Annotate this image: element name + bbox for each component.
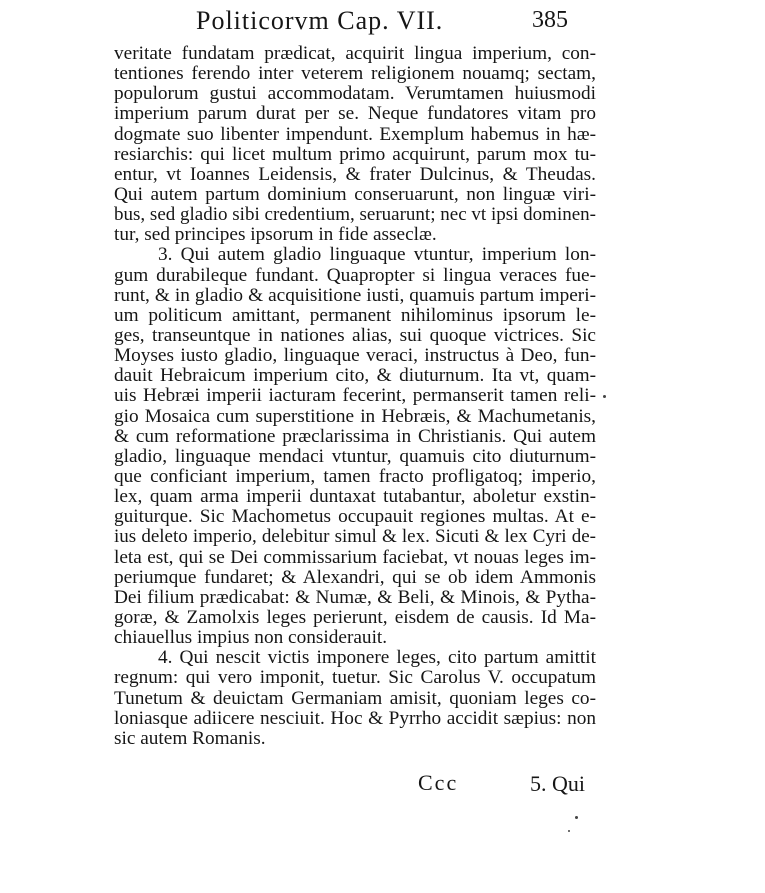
text-line: dauit Hebraicum imperium cito, & diuturnum. Ita vt, quam- <box>114 366 596 387</box>
text-line: regnum: qui vero imponit, tuetur. Sic Carolus V. occupatum <box>114 668 596 689</box>
page-header <box>196 6 596 46</box>
text-line: imperium parum durat per se. Neque fundatores vitam pro <box>114 104 596 125</box>
text-line: tur, sed principes ipsorum in fide asseclæ. <box>114 225 437 246</box>
text-line: loniasque adiicere nesciuit. Hoc & Pyrrho accidit sæpius: non <box>114 708 596 729</box>
text-line: uis Hebræi imperii iacturam fecerint, permanserit tamen reli- <box>114 386 596 407</box>
text-line: lex, quam arma imperii duntaxat tutabantur, aboletur exstin- <box>114 487 596 508</box>
text-line: tentiones ferendo inter veterem religionem nouamq; sectam, <box>114 64 596 85</box>
signature-mark: Ccc <box>418 770 459 795</box>
text-line: ges, transeuntque in nationes alias, sui quoque victrices. Sic <box>114 325 596 346</box>
ink-speck <box>568 830 570 832</box>
text-line: Tunetum & deuictam Germaniam amisit, quoniam leges co- <box>114 688 596 709</box>
text-line: Moyses iusto gladio, linguaque veraci, instructus à Deo, fun- <box>114 346 596 367</box>
paragraph-3-start: 3. Qui autem gladio linguaque vtuntur, imperium lon- <box>158 245 596 266</box>
ink-speck <box>575 816 578 819</box>
text-line: Dei filium prædicabat: & Numæ, & Beli, & Minois, & Pytha- <box>114 587 596 608</box>
text-line: guiturque. Sic Machometus occupauit regiones multas. At e- <box>114 507 596 528</box>
text-line: um politicum amittant, permanent nihilominus ipsorum le- <box>114 305 596 326</box>
text-line: gum durabileque fundant. Quapropter si lingua veraces fue- <box>114 265 596 286</box>
text-line: bus, sed gladio sibi credentium, seruarunt; nec vt ipsi dominen- <box>114 205 596 226</box>
text-line: periumque fundaret; & Alexandri, qui se ob idem Ammonis <box>114 567 596 588</box>
ink-speck <box>603 395 606 398</box>
catchword: 5. Qui <box>530 771 585 796</box>
text-body <box>114 44 596 749</box>
text-line: & cum reformatione præclarissima in Christianis. Qui autem <box>114 426 596 447</box>
text-line: gladio, linguaque mendaci vtuntur, quamuis cito diuturnum- <box>114 446 596 467</box>
page-footer <box>0 770 765 810</box>
text-line: ius deleto imperio, delebitur simul & lex. Sicuti & lex Cyri de- <box>114 527 596 548</box>
text-line: resiarchis: qui licet multum primo acquirunt, parum mox tu- <box>114 144 596 165</box>
text-line: runt, & in gladio & acquisitione iusti, quamuis partum imperi- <box>114 285 596 306</box>
text-line: goræ, & Zamolxis leges perierunt, eisdem de causis. Id Ma- <box>114 607 596 628</box>
text-line: entur, vt Ioannes Leidensis, & frater Dulcinus, & Theudas. <box>114 164 596 185</box>
text-line: Qui autem partum dominium conseruarunt, non linguæ viri- <box>114 184 596 205</box>
text-line: que conficiant imperium, tamen fracto profligatoq; imperio, <box>114 466 596 487</box>
text-line: leta est, qui se Dei commissarium faciebat, vt nouas leges im- <box>114 547 596 568</box>
text-line: dogmate suo libenter impendunt. Exemplum habemus in hæ- <box>114 124 596 145</box>
text-line: gio Mosaica cum superstitione in Hebræis, & Machumetanis, <box>114 406 596 427</box>
text-line: sic autem Romanis. <box>114 728 266 749</box>
text-line: veritate fundatam prædicat, acquirit lingua imperium, con- <box>114 44 596 64</box>
paragraph-4-start: 4. Qui nescit victis imponere leges, cito partum amittit <box>158 648 596 669</box>
text-line: chiauellus impius non considerauit. <box>114 628 388 649</box>
text-line: populorum gustui accommodatam. Verumtamen huiusmodi <box>114 84 596 105</box>
running-title: Politicorvm Cap. VII. <box>196 6 444 35</box>
page-number: 385 <box>532 7 568 33</box>
